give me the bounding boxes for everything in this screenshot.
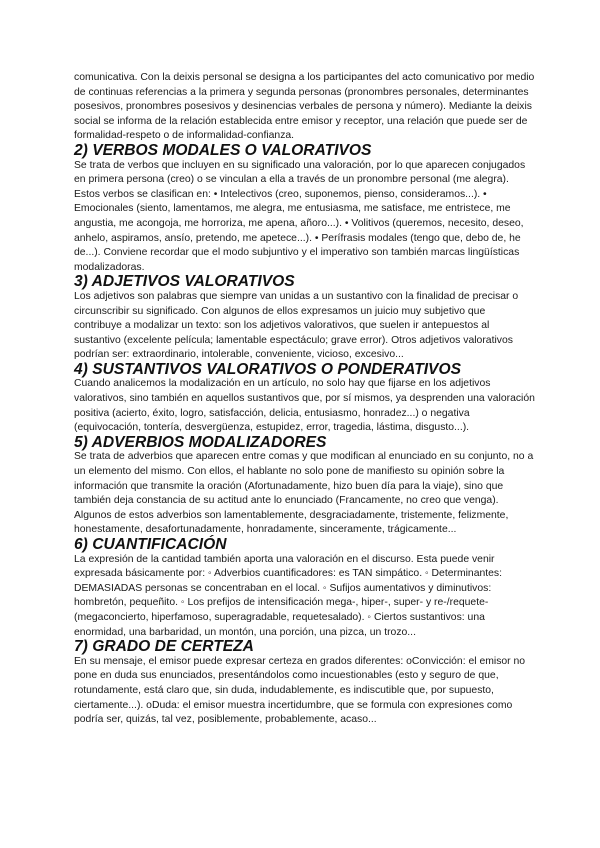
heading-adjetivos-valorativos: 3) ADJETIVOS VALORATIVOS [74,273,295,291]
paragraph-grado-de-certeza: En su mensaje, el emisor puede expresar certeza en grados diferentes: oConvicción: el emisor no pone en duda sus enunciados, presentándolos como incuestionables (esto y seguro de que, rotundamente, está claro que, sin duda, indudablemente, es indiscutible que, por supuesto, ciertamente...). oDuda: el emisor muestra incertidumbre, que se formula con expresiones como podría ser, quizás, tal vez, posiblemente, probablemente, acaso... [74,655,526,726]
paragraph-adjetivos-valorativos: Los adjetivos son palabras que siempre van unidas a un sustantivo con la finalidad de precisar o circunscribir su significado. Con algunos de ellos expresamos un juicio muy subjetivo que contribuye a modalizar un texto: son los adjetivos valorativos, que suelen ir antepuestos al sustantivo (excelente película; lamentable espectáculo; grave error). Otros adjetivos valorativos podrían ser: extraordinario, intolerable, conveniente, vicioso, excesivo... [74,290,519,361]
paragraph-cuantificacion: La expresión de la cantidad también aporta una valoración en el discurso. Esta puede venir expresada básicamente por: ◦ Adverbios cuantificadores: es TAN simpático. ◦ Determinantes: DEMASIADAS personas se concentraban en el local. ◦ Sufijos aumentativos y diminutivos: hombretón, pequeñito. ◦ Los prefijos de intensificación mega-, hiper-, super- y re-/requete- (megaconcierto, hiperfamoso, superagradable, requetesalado). ◦ Ciertos sustantivos: una enormidad, una barbaridad, un montón, una porción, una pizca, un trozo... [74,553,503,638]
heading-verbos-modales: 2) VERBOS MODALES O VALORATIVOS [74,141,372,159]
heading-cuantificacion: 6) CUANTIFICACIÓN [74,536,227,553]
heading-adverbios-modalizadores: 5) ADVERBIOS MODALIZADORES [74,433,327,451]
paragraph-adverbios-modalizadores: Se trata de adverbios que aparecen entre comas y que modifican al enunciado en su conjunto, no a un elemento del mismo. Con ellos, el hablante no solo pone de manifiesto su opinión sobre la información que transmite la oración (Afortunadamente, hizo buen día para la viaje), sino que también deja constancia de su actitud ante lo enunciado (Francamente, no creo que venga). Algunos de estos adverbios son lamentablemente, desgraciadamente, tristemente, felizmente, honestamente, desafortunadamente, honradamente, sinceramente, trágicamente... [74,451,534,536]
intro-paragraph: comunicativa. Con la deixis personal se designa a los participantes del acto comunicativo por medio de continuas referencias a la primera y segunda personas (pronombres personales, determinantes posesivos, pronombres posesivos y desinencias verbales de persona y número). Mediante la deixis social se informa de la relación establecida entre emisor y receptor, una relación que puede ser de formalidad-respeto o de informalidad-confianza. [74,72,535,142]
heading-grado-de-certeza: 7) GRADO DE CERTEZA [74,638,254,656]
paragraph-verbos-modales: Se trata de verbos que incluyen en su significado una valoración, por lo que aparecen conjugados en primera persona (creo) o se vinculan a ella a través de un pronombre personal (me alegra). Estos verbos se clasifican en: • Intelectivos (creo, suponemos, pienso, consideramos...). • Emocionales (siento, lamentamos, me alegra, me entusiasma, me satisface, me entristece, me angustia, me acongoja, me horroriza, me apena, añoro...). • Volitivos (queremos, necesito, deseo, anhelo, aspiramos, ansío, pretendo, me apetece...). • Perífrasis modales (tengo que, debo de, he de...). Conviene recordar que el modo subjuntivo y el imperativo son también marcas lingüísticas modalizadoras. [74,159,526,273]
document-page [74,71,536,728]
heading-sustantivos-valorativos: 4) SUSTANTIVOS VALORATIVOS O PONDERATIVOS [74,360,461,378]
paragraph-sustantivos-valorativos: Cuando analicemos la modalización en un artículo, no solo hay que fijarse en los adjetivos valorativos, sino también en aquellos sustantivos que, por sí mismos, ya desprenden una valoración positiva (acierto, éxito, logro, satisfacción, delicia, entusiasmo, honradez...) o negativa (equivocación, tontería, desvergüenza, estupidez, error, tragedia, lástima, disgusto...). [74,378,535,434]
